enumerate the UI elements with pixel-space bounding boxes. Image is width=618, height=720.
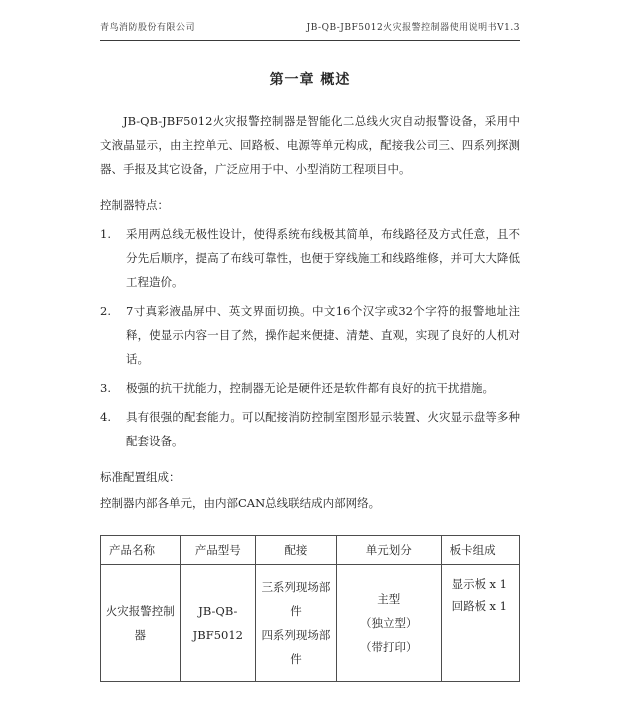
unit-division-line: （独立型）	[360, 616, 418, 630]
peripheral-line: 三系列现场部件	[261, 580, 331, 618]
feature-number: 4.	[100, 410, 111, 424]
page-header	[100, 20, 520, 41]
board-name: 显示板	[451, 577, 487, 591]
feature-text: 采用两总线无极性设计，使得系统布线极其简单，布线路径及方式任意，且不分先后顺序，提高了布线可靠性，也便于穿线施工和线路维修，并可大大降低工程造价。	[126, 227, 520, 289]
feature-item	[100, 222, 520, 294]
table-header-boards: 板卡组成	[441, 536, 519, 565]
cell-boards	[441, 565, 519, 682]
feature-list	[100, 222, 520, 453]
features-heading: 控制器特点：	[100, 198, 169, 212]
feature-number: 3.	[100, 381, 111, 395]
board-name: 回路板	[451, 599, 487, 613]
feature-item	[100, 299, 520, 371]
table-header-model: 产品型号	[180, 536, 255, 565]
header-company-name: 青鸟消防股份有限公司	[100, 23, 196, 33]
unit-division-line: （带打印）	[360, 640, 418, 654]
table-header-product-name: 产品名称	[101, 536, 181, 565]
cell-unit-division	[336, 565, 441, 682]
config-text: 控制器内部各单元，由内部CAN总线联结成内部网络。	[100, 496, 381, 510]
table-header-unit-division: 单元划分	[336, 536, 441, 565]
board-qty: x 1	[489, 599, 507, 613]
feature-text: 极强的抗干扰能力，控制器无论是硬件还是软件都有良好的抗干扰措施。	[126, 381, 494, 395]
table-row	[101, 565, 520, 682]
table-header-row	[101, 536, 520, 565]
cell-peripherals	[256, 565, 337, 682]
cell-model: JB-QB-JBF5012	[180, 565, 255, 682]
chapter-title: 第一章 概述	[269, 72, 351, 88]
feature-number: 2.	[100, 304, 111, 318]
feature-text: 7寸真彩液晶屏中、英文界面切换。中文16个汉字或32个字符的报警地址注释，使显示内容一目了然，操作起来便捷、清楚、直观，实现了良好的人机对话。	[126, 304, 520, 366]
board-row	[452, 573, 507, 595]
peripheral-line: 四系列现场部件	[261, 628, 331, 666]
cell-product-name: 火灾报警控制器	[101, 565, 181, 682]
unit-division-line: 主型	[377, 592, 401, 606]
table-header-peripherals: 配接	[256, 536, 337, 565]
feature-text: 具有很强的配套能力。可以配接消防控制室图形显示装置、火灾显示盘等多种配套设备。	[126, 410, 520, 448]
intro-paragraph: JB-QB-JBF5012火灾报警控制器是智能化二总线火灾自动报警设备，采用中文液晶显示，由主控单元、回路板、电源等单元构成，配接我公司三、四系列探测器、手报及其它设备，广泛应用于中、小型消防工程项目中。	[100, 114, 520, 176]
product-config-table	[100, 535, 520, 682]
header-document-title: JB-QB-JBF5012火灾报警控制器使用说明书V1.3	[306, 23, 520, 33]
feature-number: 1.	[100, 227, 111, 241]
feature-item	[100, 376, 520, 400]
feature-item	[100, 405, 520, 453]
board-row	[452, 595, 507, 617]
board-qty: x 1	[489, 577, 507, 591]
config-heading: 标准配置组成：	[100, 470, 181, 484]
